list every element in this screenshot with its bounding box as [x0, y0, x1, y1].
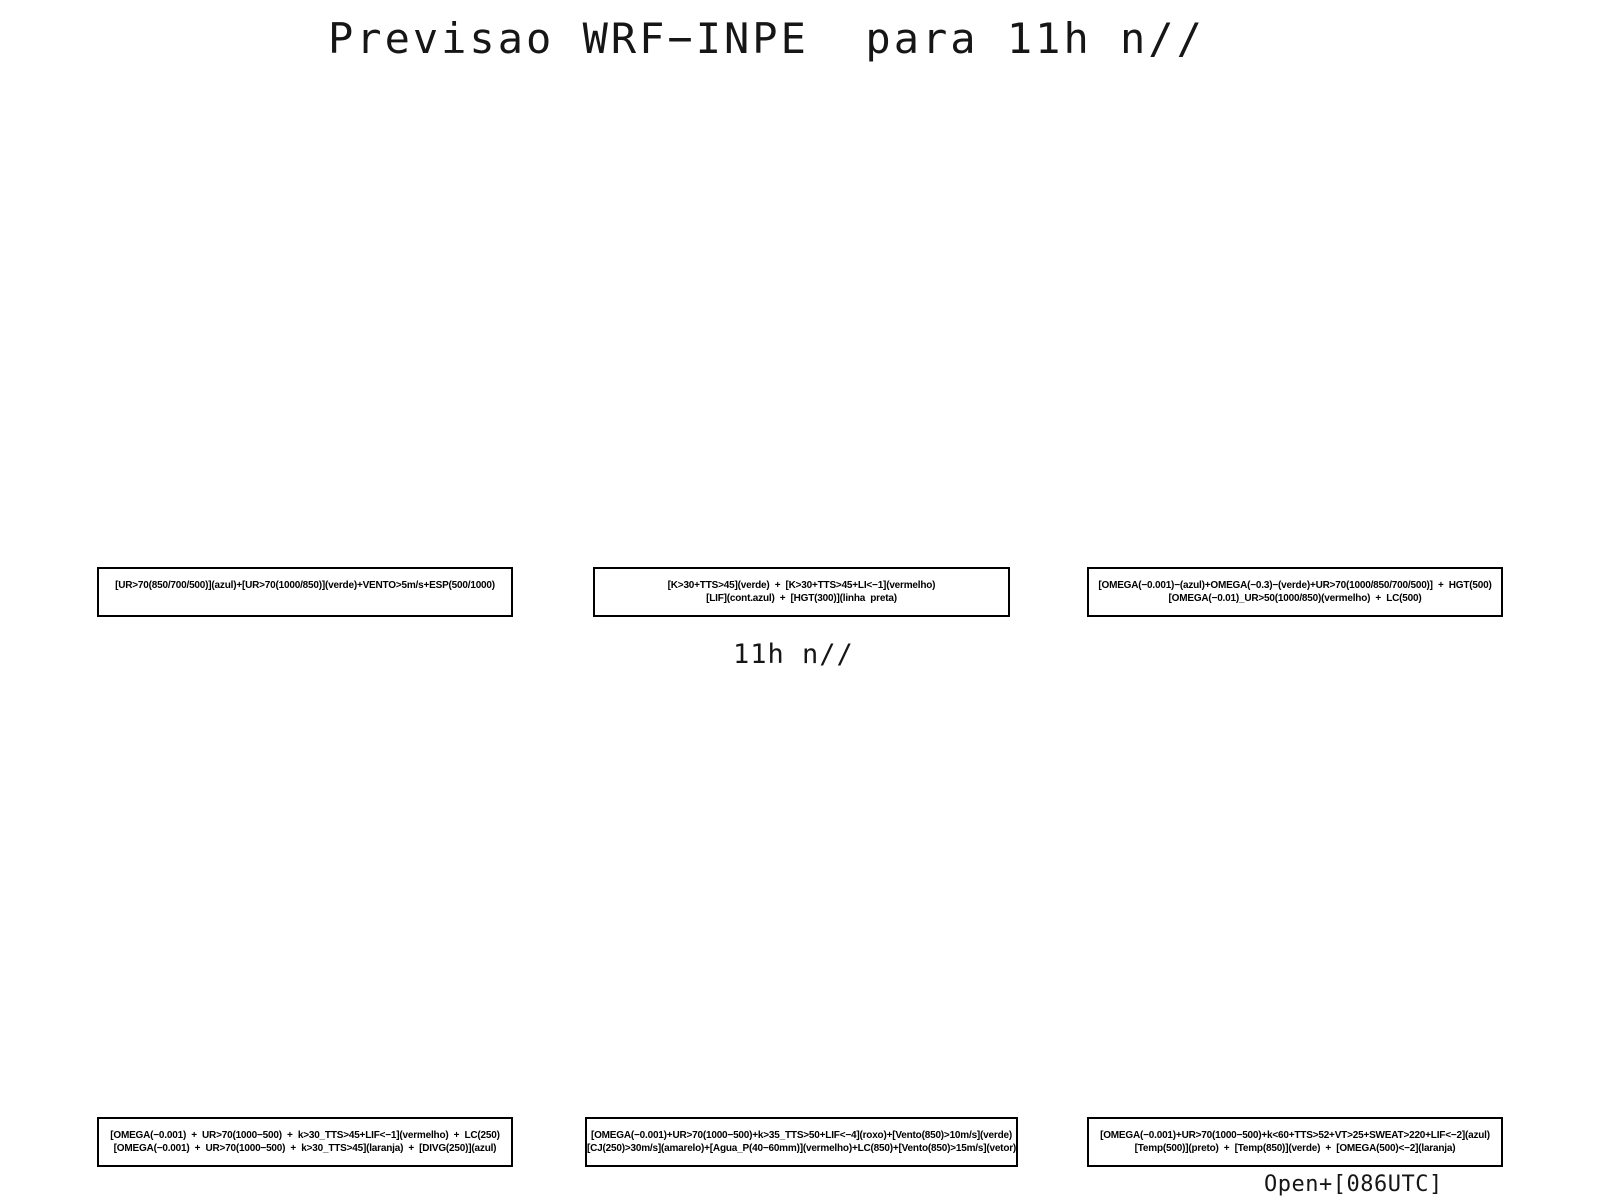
section-time-label: 11h n//	[733, 639, 854, 670]
legend-box-top-right	[1087, 567, 1503, 617]
legend-box-bottom-left	[97, 1117, 513, 1167]
legend-box-bottom-right	[1087, 1117, 1503, 1167]
legend-line: [CJ(250)>30m/s](amarelo)+[Agua_P(40−60mm)](vermelho)+LC(850)+[Vento(850)>15m/s](vetor)	[586, 1143, 1017, 1154]
footer-open-label: Open+[086UTC]	[1264, 1172, 1443, 1197]
legend-line: [OMEGA(−0.001) + UR>70(1000−500) + k>30_TTS>45](laranja) + [DIVG(250)](azul)	[113, 1143, 497, 1154]
legend-line: [OMEGA(−0.001)+UR>70(1000−500)+k>35_TTS>50+LIF<−4](roxo)+[Vento(850)>10m/s](verde)	[590, 1130, 1013, 1141]
legend-box-top-center	[593, 567, 1010, 617]
legend-line: [Temp(500)](preto) + [Temp(850)](verde) + [OMEGA(500)<−2](laranja)	[1134, 1143, 1456, 1154]
legend-line: [LIF](cont.azul) + [HGT(300)](linha preta)	[706, 593, 897, 604]
legend-box-bottom-center	[585, 1117, 1018, 1167]
legend-line: [OMEGA(−0.001) + UR>70(1000−500) + k>30_TTS>45+LIF<−1](vermelho) + LC(250)	[110, 1130, 500, 1141]
legend-line: [OMEGA(−0.01)_UR>50(1000/850)(vermelho) + LC(500)	[1168, 593, 1422, 604]
legend-line: [K>30+TTS>45](verde) + [K>30+TTS>45+LI<−1](vermelho)	[667, 580, 936, 591]
page-title: Previsao WRF−INPE para 11h n//	[328, 14, 1205, 63]
legend-line: [OMEGA(−0.001)−(azul)+OMEGA(−0.3)−(verde)+UR>70(1000/850/700/500)] + HGT(500)	[1098, 580, 1492, 591]
legend-box-top-left	[97, 567, 513, 617]
legend-line: [OMEGA(−0.001)+UR>70(1000−500)+k<60+TTS>52+VT>25+SWEAT>220+LIF<−2](azul)	[1100, 1130, 1490, 1141]
legend-line: [UR>70(850/700/500)](azul)+[UR>70(1000/850)](verde)+VENTO>5m/s+ESP(500/1000)	[115, 580, 495, 591]
